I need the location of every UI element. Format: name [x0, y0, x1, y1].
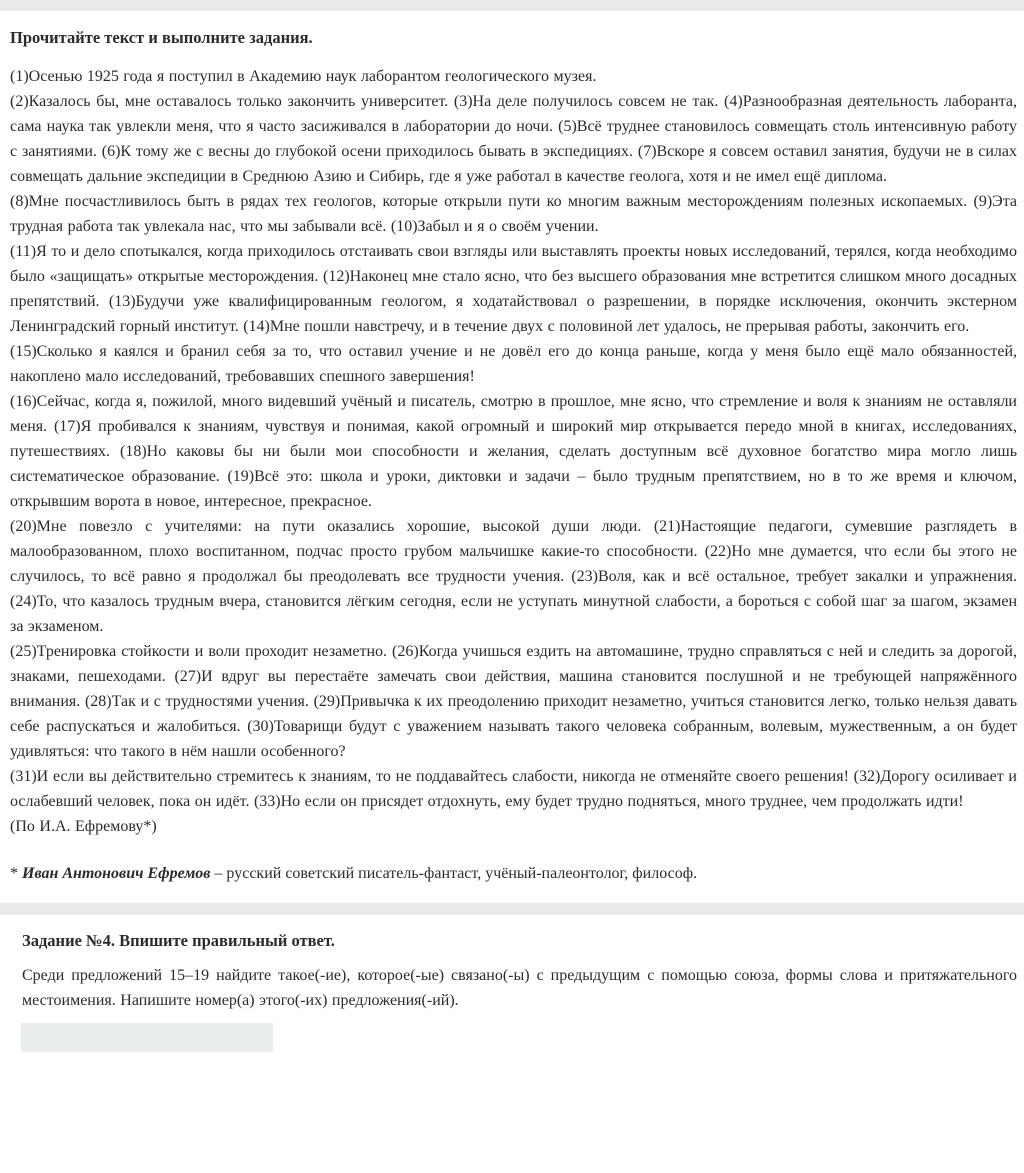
text-paragraph-6: (16)Сейчас, когда я, пожилой, много видевший учёный и писатель, смотрю в прошлое, мне ясно, что стремление и воля к знаниям не оставляли меня. (17)Я пробивался к знаниям, чувствуя и понимая, какой огромный и широкий мир открывается передо мной в книгах, исследованиях, путешествиях. (18)Но каковы бы ни были мои способности и желания, сделать доступным всё духовное богатство мира могло лишь систематическое образование. (19)Всё это: школа и уроки, диктовки и задачи – было трудным препятствием, но в то же время и ключом, открывшим ворота в новое, интересное, прекрасное.	[10, 393, 1017, 510]
answer-input[interactable]	[21, 1023, 273, 1052]
text-paragraph-5: (15)Сколько я каялся и бранил себя за то, что оставил учение и не довёл его до конца раньше, когда у меня было ещё мало обязанностей, накоплено мало исследований, требовавших спешного завершения!	[10, 343, 1017, 385]
section-divider-bar	[0, 903, 1024, 915]
task-section	[0, 915, 1024, 1052]
author-footnote	[10, 861, 1017, 886]
reading-section	[0, 11, 1024, 903]
author-attribution: (По И.А. Ефремову*)	[10, 818, 157, 835]
task-prompt: Среди предложений 15–19 найдите такое(-ие), которое(-ые) связано(-ы) с предыдущим с помощью союза, формы слова и притяжательного местоимения. Напишите номер(а) этого(-их) предложения(-ий).	[22, 967, 1017, 1009]
text-paragraph-4: (11)Я то и дело спотыкался, когда приходилось отстаивать свои взгляды или выставлять проекты новых исследований, терялся, когда необходимо было «защищать» открытые месторождения. (12)Наконец мне стало ясно, что без высшего образования мне встретится слишком много досадных препятствий. (13)Будучи уже квалифицированным геологом, я ходатайствовал о разрешении, в порядке исключения, окончить экстерном Ленинградский горный институт. (14)Мне пошли навстречу, и в течение двух с половиной лет удалось, не прерывая работы, закончить его.	[10, 243, 1017, 335]
text-paragraph-9: (31)И если вы действительно стремитесь к знаниям, то не поддавайтесь слабости, никогда не отменяйте своего решения! (32)Дорогу осиливает и ослабевший человек, пока он идёт. (33)Но если он присядет отдохнуть, ему будет трудно подняться, много труднее, чем продолжать идти!	[10, 768, 1017, 810]
text-paragraph-2: (2)Казалось бы, мне оставалось только закончить университет. (3)На деле получилось совсем не так. (4)Разнообразная деятельность лаборанта, сама наука так увлекли меня, что я часто засиживался в лаборатории до ночи. (5)Всё труднее становилось совмещать столь интенсивную работу с занятиями. (6)К тому же с весны до глубокой осени приходилось бывать в экспедициях. (7)Вскоре я совсем оставил занятия, будучи не в силах совмещать дальние экспедиции в Среднюю Азию и Сибирь, где я уже работал в качестве геолога, хотя и не имел ещё диплома.	[10, 93, 1017, 185]
text-paragraph-3: (8)Мне посчастливилось быть в рядах тех геологов, которые открыли пути ко многим важным месторождениям полезных ископаемых. (9)Эта трудная работа так увлекала нас, что мы забывали всё. (10)Забыл и я о своём учении.	[10, 193, 1017, 235]
reading-instruction: Прочитайте текст и выполните задания.	[10, 28, 313, 47]
footnote-description: – русский советский писатель-фантаст, учёный-палеонтолог, философ.	[210, 865, 698, 882]
footnote-author-name: Иван Антонович Ефремов	[22, 865, 211, 882]
top-divider-bar	[0, 0, 1024, 11]
footnote-marker: *	[10, 865, 22, 882]
text-paragraph-1: (1)Осенью 1925 года я поступил в Академию наук лаборантом геологического музея.	[10, 68, 597, 85]
text-paragraph-8: (25)Тренировка стойкости и воли проходит незаметно. (26)Когда учишься ездить на автомашине, трудно справляться с ней и следить за дорогой, знаками, пешеходами. (27)И вдруг вы перестаёте замечать свои действия, машина становится послушной и не требующей напряжённого внимания. (28)Так и с трудностями учения. (29)Привычка к их преодолению приходит незаметно, учиться становится легко, только нельзя давать себе распускаться и жалобиться. (30)Товарищи будут с уважением называть такого человека собранным, волевым, мужественным, а он будет удивляться: что такого в нём нашли особенного?	[10, 643, 1017, 760]
task-heading: Задание №4. Впишите правильный ответ.	[22, 931, 335, 950]
text-paragraph-7: (20)Мне повезло с учителями: на пути оказались хорошие, высокой души люди. (21)Настоящие педагоги, сумевшие разглядеть в малообразованном, плохо воспитанном, подчас просто грубом мальчишке какие-то способности. (22)Но мне думается, что если бы этого не случилось, то всё равно я продолжал бы преодолевать все трудности учения. (23)Воля, как и всё остальное, требует закалки и упражнения. (24)То, что казалось трудным вчера, становится лёгким сегодня, если не уступать минутной слабости, а бороться с собой шаг за шагом, экзамен за экзаменом.	[10, 518, 1017, 635]
